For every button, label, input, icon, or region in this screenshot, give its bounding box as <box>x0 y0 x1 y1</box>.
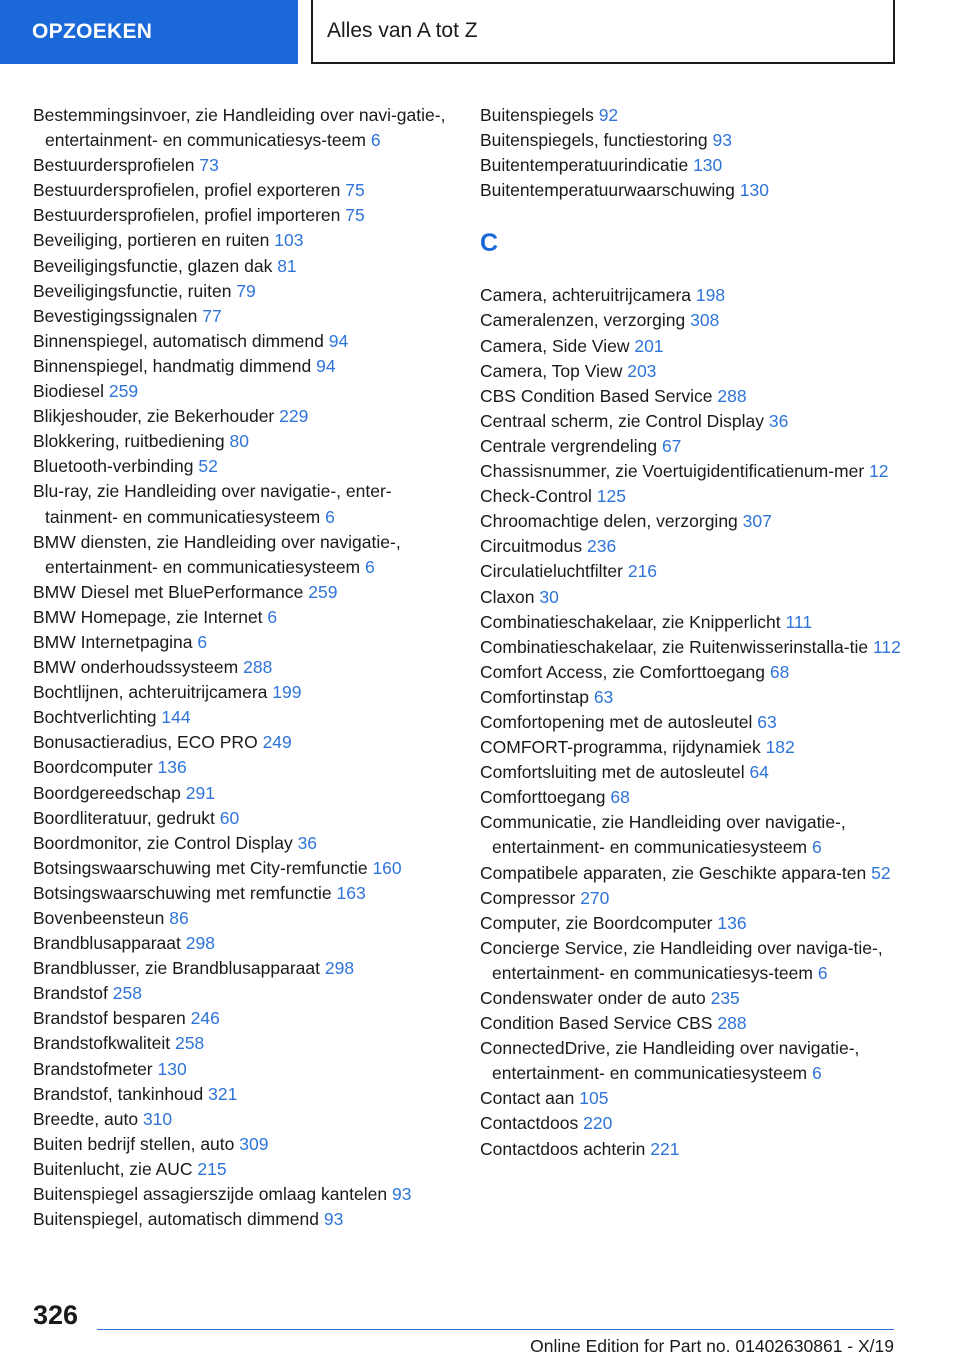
index-entry-page-link[interactable]: 259 <box>308 581 338 602</box>
index-entry-page-link[interactable]: 198 <box>695 285 726 306</box>
index-entry-text: Biodiesel <box>33 381 105 402</box>
index-entry <box>33 730 453 755</box>
index-entry <box>33 404 453 429</box>
index-entry <box>33 1182 453 1207</box>
index-entry-page-link[interactable]: 310 <box>142 1108 173 1129</box>
footer-rule <box>97 1329 894 1330</box>
index-entry-page-link[interactable]: 249 <box>262 732 292 753</box>
index-entry <box>33 931 453 956</box>
index-entry-page-link[interactable]: 63 <box>757 711 777 732</box>
index-entry-page-link[interactable]: 68 <box>769 661 790 682</box>
index-entry <box>33 781 453 806</box>
index-entry <box>33 1082 453 1107</box>
index-entry <box>33 755 453 780</box>
index-entry <box>480 610 920 635</box>
index-entry-page-link[interactable]: 6 <box>267 606 278 627</box>
index-entry <box>480 283 920 308</box>
index-entry-text: Cameralenzen, verzorging <box>480 310 686 331</box>
index-entry <box>480 409 920 434</box>
index-entry-text: Claxon <box>480 586 535 607</box>
index-entry <box>480 359 920 384</box>
index-entry-page-link[interactable]: 288 <box>243 657 273 678</box>
index-entry-page-link[interactable]: 60 <box>219 807 240 828</box>
index-entry-page-link[interactable]: 201 <box>634 335 664 356</box>
index-entry-page-link[interactable]: 291 <box>185 782 215 803</box>
index-entry-page-link[interactable]: 220 <box>583 1113 613 1134</box>
index-entry-page-link[interactable]: 235 <box>710 988 740 1008</box>
index-entry-page-link[interactable]: 6 <box>370 130 381 151</box>
index-entry <box>33 379 453 404</box>
index-entry <box>480 559 920 584</box>
index-entry-text: Centrale vergrendeling <box>480 435 658 456</box>
index-entry <box>480 810 920 860</box>
index-entry-text: Buitenspiegel, automatisch dimmend <box>33 1209 319 1230</box>
index-entry-page-link[interactable]: 103 <box>274 230 304 251</box>
index-entry-page-link[interactable]: 105 <box>579 1088 609 1109</box>
section-tab <box>0 0 298 64</box>
index-entry <box>33 881 453 906</box>
index-entry-page-link[interactable]: 67 <box>661 435 682 456</box>
index-entry-text: Circulatieluchtfilter <box>480 561 623 582</box>
index-entry-page-link[interactable]: 130 <box>693 155 723 176</box>
index-entry-page-link[interactable]: 6 <box>325 506 335 527</box>
index-entry <box>480 936 920 986</box>
index-entry-page-link[interactable]: 199 <box>272 682 302 703</box>
index-entry-text: Beveiligingsfunctie, glazen dak <box>33 255 273 276</box>
index-entry-page-link[interactable]: 36 <box>297 832 318 853</box>
index-entry <box>480 635 920 660</box>
index-entry <box>480 911 920 936</box>
index-entry-page-link[interactable]: 52 <box>871 862 891 883</box>
index-entry-text: Computer, zie Boordcomputer <box>480 912 713 933</box>
index-entry-text: Boordmonitor, zie Control Display <box>33 832 293 853</box>
index-entry-page-link[interactable]: 73 <box>199 155 219 176</box>
index-entry-text: Buitentemperatuurindicatie <box>480 155 689 176</box>
index-entry-page-link[interactable]: 203 <box>627 360 657 381</box>
index-entry <box>33 103 453 153</box>
index-entry-text: Comfortsluiting met de autosleutel <box>480 762 745 783</box>
index-entry-page-link[interactable]: 75 <box>345 180 365 201</box>
section-tab-label: OPZOEKEN <box>32 20 153 43</box>
index-entry-page-link[interactable]: 36 <box>768 410 789 431</box>
index-entry <box>33 580 453 605</box>
index-entry <box>480 178 920 203</box>
index-entry-page-link[interactable]: 144 <box>161 707 191 728</box>
index-entry-text: Botsingswaarschuwing met City-remfunctie <box>33 857 368 878</box>
index-entry-text: BMW diensten, zie Handleiding over navigatie-, entertainment- en communicatiesysteem <box>33 531 401 577</box>
index-entry <box>480 585 920 610</box>
index-entry-page-link[interactable]: 258 <box>112 983 142 1004</box>
index-entry-page-link[interactable]: 130 <box>739 180 769 201</box>
index-entry-text: Brandblusser, zie Brandblusapparaat <box>33 958 320 979</box>
index-entry <box>480 1086 920 1111</box>
index-entry-text: Bochtverlichting <box>33 707 157 728</box>
index-entry <box>480 685 920 710</box>
index-entry-page-link[interactable]: 111 <box>785 611 813 632</box>
index-entry-page-link[interactable]: 112 <box>872 636 901 657</box>
index-entry-page-link[interactable]: 81 <box>277 255 297 276</box>
index-entry <box>480 334 920 359</box>
index-entry <box>33 1157 453 1182</box>
index-entry-text: Boordgereedschap <box>33 782 181 803</box>
index-entry-text: Contactdoos <box>480 1113 579 1134</box>
index-entry-text: COMFORT-programma, rijdynamiek <box>480 737 761 758</box>
index-entry-text: Buitentemperatuurwaarschuwing <box>480 180 735 201</box>
index-entry-text: Blokkering, ruitbediening <box>33 431 225 452</box>
index-entry-text: Chassisnummer, zie Voertuigidentificatienum-mer <box>480 461 865 482</box>
index-entry-page-link[interactable]: 229 <box>279 406 309 427</box>
index-entry <box>33 228 453 253</box>
index-entry <box>480 986 920 1011</box>
index-entry-text: Brandblusapparaat <box>33 933 181 954</box>
index-entry-page-link[interactable]: 12 <box>869 461 889 482</box>
index-entry-text: Chroomachtige delen, verzorging <box>480 511 738 532</box>
index-entry-page-link[interactable]: 215 <box>197 1158 227 1179</box>
index-entry-text: Bluetooth-verbinding <box>33 456 194 477</box>
index-entry <box>33 1132 453 1157</box>
index-entry-page-link[interactable]: 93 <box>712 130 732 151</box>
index-entry-text: Brandstof besparen <box>33 1008 186 1029</box>
index-entry-text: Camera, Top View <box>480 360 623 381</box>
index-entry-text: Boordcomputer <box>33 757 153 778</box>
index-entry <box>480 308 920 333</box>
index-entry-page-link[interactable]: 6 <box>197 631 208 652</box>
index-entry <box>33 304 453 329</box>
index-entry-text: Buiten bedrijf stellen, auto <box>33 1133 235 1154</box>
index-entry <box>33 630 453 655</box>
index-entry-page-link[interactable]: 321 <box>208 1083 238 1104</box>
index-entry-text: Binnenspiegel, automatisch dimmend <box>33 330 324 351</box>
index-entry-text: Buitenspiegels, functiestoring <box>480 130 708 151</box>
index-entry <box>480 128 920 153</box>
index-entry <box>480 153 920 178</box>
index-entry-page-link[interactable]: 93 <box>392 1184 412 1205</box>
index-entry <box>33 956 453 981</box>
index-entry <box>33 1057 453 1082</box>
index-entry-text: Concierge Service, zie Handleiding over naviga-tie-, entertainment- en communicatiesys-teem <box>480 937 883 983</box>
index-entry-page-link[interactable]: 308 <box>690 310 720 331</box>
index-entry-page-link[interactable]: 130 <box>157 1058 187 1079</box>
index-entry-text: BMW Homepage, zie Internet <box>33 606 263 627</box>
index-entry-text: Contactdoos achterin <box>480 1138 646 1159</box>
index-entry-page-link[interactable]: 182 <box>765 737 795 758</box>
header-title-text: Alles van A tot Z <box>327 19 478 42</box>
index-entry <box>33 1107 453 1132</box>
section-letter-heading: C <box>480 229 499 258</box>
index-entry <box>480 1137 920 1162</box>
index-entry <box>33 254 453 279</box>
index-entry-page-link[interactable]: 236 <box>587 536 617 557</box>
index-entry <box>33 981 453 1006</box>
index-entry-text: Centraal scherm, zie Control Display <box>480 410 764 431</box>
index-column-right <box>480 103 920 1162</box>
index-entry <box>33 178 453 203</box>
index-entry-page-link[interactable]: 309 <box>239 1133 269 1154</box>
index-entry <box>33 429 453 454</box>
index-entry-text: Botsingswaarschuwing met remfunctie <box>33 882 332 903</box>
index-entry-text: Brandstofmeter <box>33 1058 153 1079</box>
index-entry-text: ConnectedDrive, zie Handleiding over navigatie-, entertainment- en communicatiesysteem <box>480 1038 860 1084</box>
index-entry-page-link[interactable]: 94 <box>316 355 336 376</box>
index-entry-page-link[interactable]: 93 <box>323 1209 344 1230</box>
index-entry-text: Camera, achteruitrijcamera <box>480 285 692 306</box>
index-entry <box>33 605 453 630</box>
index-entry <box>33 1006 453 1031</box>
index-entry-text: Breedte, auto <box>33 1108 139 1129</box>
index-entry-page-link[interactable]: 6 <box>812 837 822 858</box>
index-entry <box>33 1207 453 1232</box>
index-entry-page-link[interactable]: 270 <box>580 887 610 908</box>
index-group-b-continued <box>480 103 920 203</box>
index-entry-page-link[interactable]: 259 <box>108 381 139 402</box>
index-entry-text: Circuitmodus <box>480 536 583 557</box>
index-entry <box>33 329 453 354</box>
index-entry-page-link[interactable]: 298 <box>324 958 355 979</box>
index-entry-page-link[interactable]: 221 <box>650 1138 680 1159</box>
index-entry <box>33 806 453 831</box>
index-entry <box>480 760 920 785</box>
index-entry-page-link[interactable]: 79 <box>236 280 256 301</box>
index-entry-text: Comfortopening met de autosleutel <box>480 711 753 732</box>
index-entry <box>33 354 453 379</box>
index-entry-text: Comfortinstap <box>480 686 589 707</box>
index-entry-text: Buitenspiegel assagierszijde omlaag kantelen <box>33 1184 388 1205</box>
index-entry <box>480 735 920 760</box>
index-entry-page-link[interactable]: 136 <box>157 757 187 778</box>
index-entry-text: Combinatieschakelaar, zie Ruitenwisserinstalla-tie <box>480 636 869 657</box>
index-entry <box>480 1111 920 1136</box>
index-entry <box>33 705 453 730</box>
index-entry-text: Blu-ray, zie Handleiding over navigatie-, enter-tainment- en communicatiesysteem <box>33 481 392 527</box>
index-entry <box>480 484 920 509</box>
index-entry-text: Bestuurdersprofielen <box>33 155 195 176</box>
index-entry-text: Bestuurdersprofielen, profiel importeren <box>33 205 341 226</box>
index-entry <box>33 831 453 856</box>
index-entry-text: Beveiliging, portieren en ruiten <box>33 230 270 251</box>
index-entry <box>480 459 920 484</box>
index-entry-page-link[interactable]: 80 <box>229 431 249 452</box>
index-entry-page-link[interactable]: 6 <box>817 962 828 983</box>
index-entry-page-link[interactable]: 163 <box>336 882 366 903</box>
index-entry-page-link[interactable]: 136 <box>717 912 747 933</box>
index-entry-text: CBS Condition Based Service <box>480 385 713 406</box>
index-entry-text: Bochtlijnen, achteruitrijcamera <box>33 682 268 703</box>
index-entry-page-link[interactable]: 288 <box>717 385 747 406</box>
index-entry-text: Buitenspiegels <box>480 105 594 125</box>
index-entry <box>33 479 453 529</box>
index-entry-text: Boordliteratuur, gedrukt <box>33 807 215 828</box>
page-number: 326 <box>33 1300 79 1330</box>
index-entry-page-link[interactable]: 92 <box>598 105 619 125</box>
index-entry-page-link[interactable]: 6 <box>365 556 375 577</box>
footer-edition-note: Online Edition for Part no. 01402630861 - X/19 <box>530 1336 894 1356</box>
index-entry <box>33 203 453 228</box>
index-entry-text: Contact aan <box>480 1088 575 1109</box>
index-entry-text: Brandstof <box>33 983 108 1004</box>
page-header-title <box>311 0 895 64</box>
index-entry-page-link[interactable]: 125 <box>596 486 626 507</box>
index-entry <box>33 1031 453 1056</box>
index-entry-text: Bonusactieradius, ECO PRO <box>33 732 258 753</box>
index-entry <box>33 856 453 881</box>
index-entry <box>480 886 920 911</box>
index-entry <box>480 1036 920 1086</box>
index-entry-text: Bevestigingssignalen <box>33 305 198 326</box>
index-entry-page-link[interactable]: 160 <box>372 857 402 878</box>
index-entry <box>480 384 920 409</box>
index-entry-text: Bestuurdersprofielen, profiel exporteren <box>33 180 341 201</box>
index-entry <box>480 710 920 735</box>
index-entry-text: Blikjeshouder, zie Bekerhouder <box>33 406 275 427</box>
index-entry-page-link[interactable]: 52 <box>198 456 218 477</box>
index-entry-text: Combinatieschakelaar, zie Knipperlicht <box>480 611 781 632</box>
index-entry <box>33 680 453 705</box>
index-entry <box>480 660 920 685</box>
index-entry-page-link[interactable]: 75 <box>345 205 365 226</box>
index-entry <box>480 534 920 559</box>
index-entry-text: Binnenspiegel, handmatig dimmend <box>33 355 312 376</box>
index-entry <box>33 906 453 931</box>
index-entry <box>480 509 920 534</box>
index-column-left <box>33 103 453 1232</box>
index-entry <box>33 530 453 580</box>
index-entry-text: BMW Internetpagina <box>33 631 193 652</box>
index-entry-page-link[interactable]: 86 <box>169 908 189 928</box>
index-entry-text: Brandstof, tankinhoud <box>33 1083 204 1104</box>
index-entry <box>33 454 453 479</box>
index-entry <box>480 785 920 810</box>
index-entry-text: Check-Control <box>480 486 592 507</box>
index-entry-text: Beveiligingsfunctie, ruiten <box>33 280 232 301</box>
index-entry-text: Condenswater onder de auto <box>480 988 706 1008</box>
index-entry-text: Buitenlucht, zie AUC <box>33 1158 193 1179</box>
index-entry-page-link[interactable]: 64 <box>749 762 769 783</box>
index-entry <box>480 1011 920 1036</box>
index-entry-text: Comforttoegang <box>480 787 606 808</box>
index-entry-page-link[interactable]: 216 <box>627 561 658 582</box>
index-entry-text: Comfort Access, zie Comforttoegang <box>480 661 765 682</box>
index-entry <box>33 655 453 680</box>
index-entry-text: Compressor <box>480 887 576 908</box>
index-entry <box>33 279 453 304</box>
index-entry <box>480 861 920 886</box>
index-entry <box>480 103 920 128</box>
index-entry-page-link[interactable]: 288 <box>717 1013 747 1034</box>
index-group-c <box>480 283 920 1161</box>
index-entry-text: Compatibele apparaten, zie Geschikte appara-ten <box>480 862 867 883</box>
index-entry-text: Bestemmingsinvoer, zie Handleiding over navi-gatie-, entertainment- en communicatiesys-teem <box>33 105 446 151</box>
index-entry-page-link[interactable]: 68 <box>610 787 630 808</box>
index-entry-page-link[interactable]: 30 <box>539 586 559 607</box>
index-entry-page-link[interactable]: 63 <box>593 686 614 707</box>
index-entry-page-link[interactable]: 6 <box>812 1063 822 1084</box>
index-entry-text: BMW onderhoudssysteem <box>33 657 239 678</box>
index-entry-text: Bovenbeensteun <box>33 908 165 928</box>
index-entry-page-link[interactable]: 94 <box>328 330 349 351</box>
index-entry <box>33 153 453 178</box>
index-entry-text: Camera, Side View <box>480 335 630 356</box>
index-entry-text: Brandstofkwaliteit <box>33 1033 171 1054</box>
index-entry-page-link[interactable]: 298 <box>185 933 215 954</box>
index-entry-page-link[interactable]: 77 <box>202 305 222 326</box>
index-entry-text: Condition Based Service CBS <box>480 1013 713 1034</box>
index-entry-page-link[interactable]: 258 <box>175 1033 205 1054</box>
index-entry-page-link[interactable]: 307 <box>742 511 772 532</box>
index-entry-page-link[interactable]: 246 <box>190 1008 220 1029</box>
index-entry <box>480 434 920 459</box>
index-entry-text: BMW Diesel met BluePerformance <box>33 581 304 602</box>
index-entry-text: Communicatie, zie Handleiding over navigatie-, entertainment- en communicatiesysteem <box>480 812 846 858</box>
